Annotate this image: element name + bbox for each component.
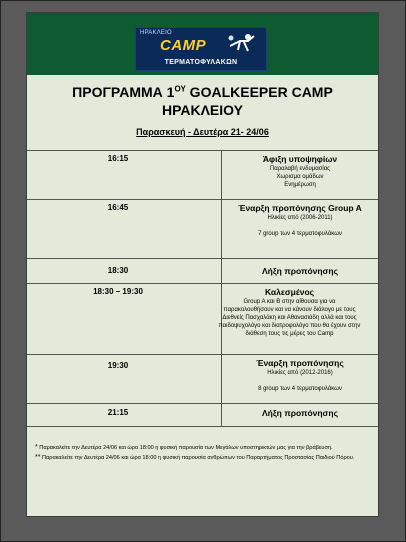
- footnote-text: Παρακαλείτε την Δευτέρα 24/06 και ώρα 18:00 η φυσική παρουσία ανθρώπων του Παραρτήματος Προστασίας Παιδιού Πόρου.: [42, 455, 355, 461]
- footnote-mark: **: [35, 454, 41, 461]
- schedule-row: [27, 259, 378, 284]
- footnote: [35, 444, 370, 452]
- schedule-activity: Άφιξη υποψηφίων: [262, 154, 338, 164]
- schedule-activity: Έναρξη προπόνησης: [256, 358, 344, 368]
- schedule-time: 18:30 – 19:30: [93, 287, 143, 296]
- schedule-activity-cell: [222, 266, 378, 277]
- date-range: Παρασκευή - Δευτέρα 21- 24/06: [136, 127, 269, 137]
- schedule-detail: διάθεση τους τις μέρες του Camp: [245, 331, 334, 337]
- goalkeeper-icon: [226, 32, 256, 54]
- schedule-detail: Ενημέρωση: [284, 182, 316, 188]
- schedule-table: [27, 150, 378, 427]
- schedule-activity-cell: [222, 203, 378, 238]
- schedule-detail: παρακολουθήσουν και να κάνουν διάλογο με τους: [223, 307, 356, 313]
- schedule-detail: Ηλικίες από (2012-2016): [267, 370, 333, 376]
- schedule-time: 16:15: [107, 154, 129, 163]
- schedule-activity: Λήξη προπόνησης: [262, 408, 338, 418]
- schedule-time: 16:45: [107, 203, 129, 212]
- title-line2: ΗΡΑΚΛΕΙΟΥ: [161, 102, 244, 118]
- title-line1-prefix: ΠΡΟΓΡΑΜΜΑ 1: [72, 84, 175, 100]
- schedule-activity: Έναρξη προπόνησης Group A: [238, 203, 362, 213]
- schedule-detail: παιδοψυχολόγο και διατροφολόγο που θα έχουν στην: [218, 323, 361, 329]
- schedule-activity-cell: [222, 358, 378, 393]
- schedule-row: [27, 284, 378, 355]
- footnote-mark: *: [35, 444, 38, 451]
- schedule-row: [27, 151, 378, 200]
- schedule-note: 7 group των 4 τερματοφυλάκων: [258, 231, 342, 237]
- header-banner: [27, 13, 378, 75]
- schedule-time: 18:30: [107, 266, 129, 275]
- schedule-detail: Χωρισμα ομάδων: [276, 174, 324, 180]
- footnote-text: Παρακαλείτε την Δευτέρα 24/06 και ώρα 18:00 η φυσική παρουσία των Μεγάλων υποστηρικτών μας για την βράβευση.: [39, 445, 333, 451]
- schedule-activity-cell: [222, 408, 378, 419]
- page-title: [27, 83, 378, 119]
- camp-logo: [135, 27, 267, 71]
- logo-brand-text: CAMP: [160, 37, 207, 54]
- title-line1-suffix: GOALKEEPER CAMP: [185, 84, 333, 100]
- schedule-time: 21:15: [107, 408, 129, 417]
- schedule-note: 8 group των 4 τερματοφυλάκων: [258, 386, 342, 392]
- logo-subtitle-text: ΤΕΡΜΑΤΟΦΥΛΑΚΩΝ: [164, 59, 238, 66]
- schedule-row: [27, 404, 378, 427]
- footnote: [35, 454, 370, 462]
- schedule-detail: Παραλαβή ενδυμασίας: [269, 166, 331, 172]
- schedule-activity: Καλεσμένος: [264, 287, 315, 297]
- schedule-activity: Λήξη προπόνησης: [262, 266, 338, 276]
- logo-city-text: ΗΡΑΚΛΕΙΟ: [140, 30, 172, 36]
- document-page: [27, 13, 378, 516]
- schedule-activity-cell: [207, 287, 372, 338]
- schedule-time: 19:30: [107, 361, 129, 370]
- schedule-row: [27, 355, 378, 404]
- schedule-detail: Group A και B στην αίθουσα για να: [243, 299, 336, 305]
- footnotes: [35, 444, 370, 464]
- schedule-row: [27, 200, 378, 259]
- schedule-activity-cell: [222, 154, 378, 189]
- schedule-detail: Ηλικίες από (2006-2011): [267, 215, 333, 221]
- schedule-detail: Διεθνείς Πασχαλάκη και Αθανασιάδη αλλά και τους: [222, 315, 357, 321]
- title-line1-sup: ΟΥ: [174, 84, 186, 94]
